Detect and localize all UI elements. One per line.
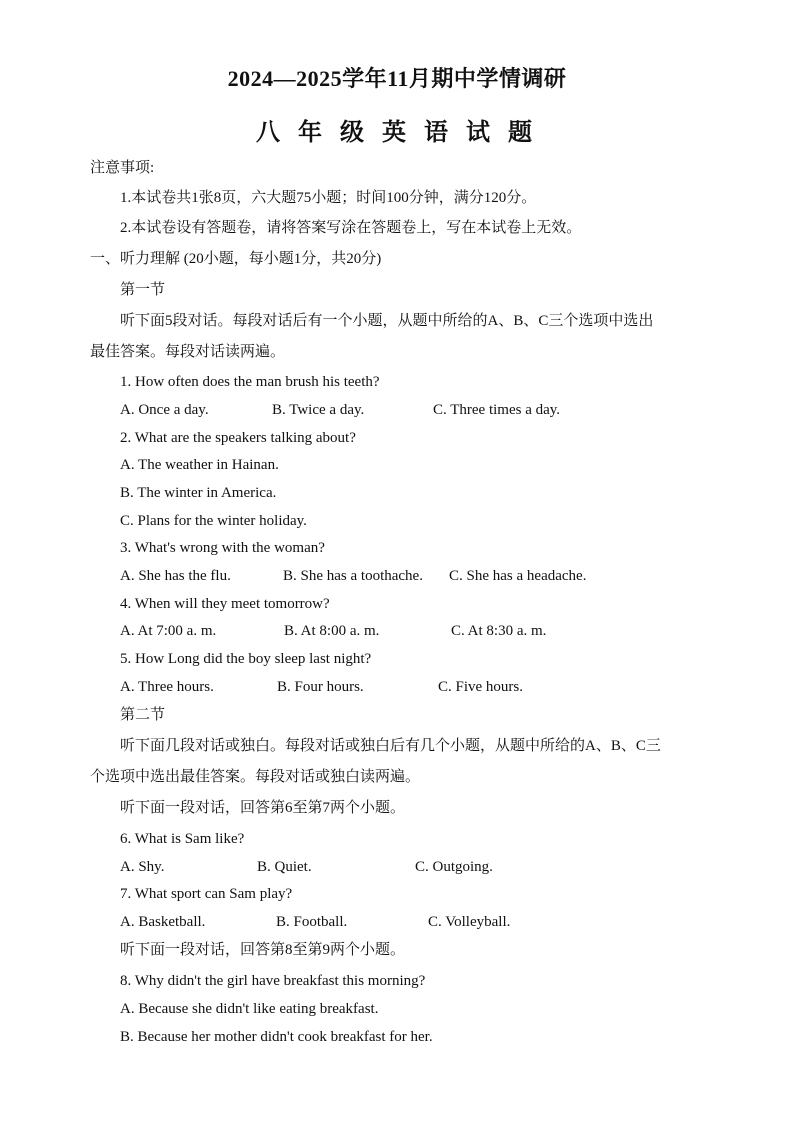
- q3-option-a: A. She has the flu.: [120, 568, 231, 584]
- exam-title: 2024—2025学年11月期中学情调研: [227, 66, 567, 91]
- q4-option-b: B. At 8:00 a. m.: [284, 623, 380, 639]
- q2-option-c: C. Plans for the winter holiday.: [120, 513, 307, 529]
- q5-option-b: B. Four hours.: [277, 679, 364, 695]
- question-8: 8. Why didn't the girl have breakfast this morning?: [120, 973, 426, 989]
- q1-option-c: C. Three times a day.: [433, 402, 561, 418]
- question-2: 2. What are the speakers talking about?: [120, 430, 356, 446]
- q5-option-a: A. Three hours.: [120, 679, 214, 695]
- q7-option-a: A. Basketball.: [120, 914, 206, 930]
- q7-option-c: C. Volleyball.: [428, 914, 511, 930]
- q1-option-b: B. Twice a day.: [272, 402, 365, 418]
- q7-option-b: B. Football.: [276, 914, 348, 930]
- q8-option-b: B. Because her mother didn't cook breakfast for her.: [120, 1029, 433, 1045]
- notice-label: 注意事项:: [90, 160, 155, 176]
- question-5: 5. How Long did the boy sleep last night?: [120, 651, 372, 667]
- notice-item-1: 1.本试卷共1张8页，六大题75小题；时间100分钟，满分120分。: [120, 190, 537, 206]
- part1-instruction: 听下面5段对话。每段对话后有一个小题，从题中所给的A、B、C三个选项中选出: [120, 313, 654, 329]
- section-title: 一、听力理解 (20小题，每小题1分，共20分): [90, 251, 382, 267]
- q4-option-c: C. At 8:30 a. m.: [451, 623, 547, 639]
- q3-option-b: B. She has a toothache.: [283, 568, 423, 584]
- question-4: 4. When will they meet tomorrow?: [120, 596, 330, 612]
- q6-option-a: A. Shy.: [120, 859, 165, 875]
- group2-intro: 听下面一段对话，回答第8至第9两个小题。: [120, 942, 406, 958]
- q4-option-a: A. At 7:00 a. m.: [120, 623, 217, 639]
- q1-option-a: A. Once a day.: [120, 402, 209, 418]
- q3-option-c: C. She has a headache.: [449, 568, 587, 584]
- question-1: 1. How often does the man brush his teeth?: [120, 374, 380, 390]
- group1-intro: 听下面一段对话，回答第6至第7两个小题。: [120, 800, 406, 816]
- question-6: 6. What is Sam like?: [120, 831, 245, 847]
- part2-instruction-cont: 个选项中选出最佳答案。每段对话或独白读两遍。: [90, 769, 421, 785]
- question-3: 3. What's wrong with the woman?: [120, 540, 325, 556]
- question-7: 7. What sport can Sam play?: [120, 886, 293, 902]
- q6-option-c: C. Outgoing.: [415, 859, 493, 875]
- part1-label: 第一节: [120, 282, 166, 298]
- q5-option-c: C. Five hours.: [438, 679, 524, 695]
- part2-label: 第二节: [120, 707, 166, 723]
- q8-option-a: A. Because she didn't like eating breakfast.: [120, 1001, 379, 1017]
- part1-instruction-cont: 最佳答案。每段对话读两遍。: [90, 344, 286, 360]
- q6-option-b: B. Quiet.: [257, 859, 312, 875]
- exam-subtitle: 八 年 级 英 语 试 题: [256, 120, 538, 146]
- part2-instruction: 听下面几段对话或独白。每段对话或独白后有几个小题，从题中所给的A、B、C三: [120, 738, 661, 754]
- q2-option-a: A. The weather in Hainan.: [120, 457, 279, 473]
- q2-option-b: B. The winter in America.: [120, 485, 277, 501]
- notice-item-2: 2.本试卷设有答题卷，请将答案写涂在答题卷上，写在本试卷上无效。: [120, 220, 582, 236]
